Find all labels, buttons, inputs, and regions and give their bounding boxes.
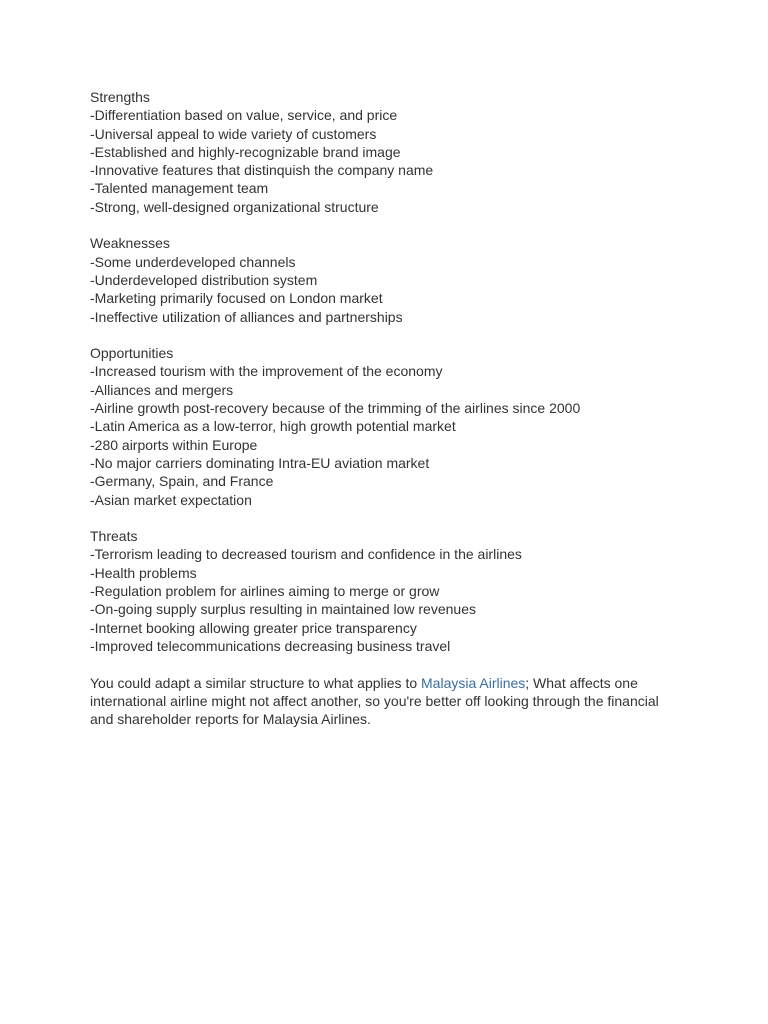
closing-line-3: and shareholder reports for Malaysia Airlines. [90,711,371,728]
list-item: -Health problems [90,564,197,581]
list-item: -Alliances and mergers [90,381,234,398]
list-item: -Increased tourism with the improvement of the economy [90,363,443,380]
list-item: -Differentiation based on value, service, and price [90,107,398,124]
weaknesses-section [90,234,690,325]
list-item: -Established and highly-recognizable brand image [90,143,401,160]
list-item: -Universal appeal to wide variety of customers [90,125,377,142]
list-item: -Strong, well-designed organizational structure [90,198,379,215]
list-item: -Internet booking allowing greater price transparency [90,619,417,636]
list-item: -Some underdeveloped channels [90,253,296,270]
opportunities-section [90,344,690,509]
list-item: -Innovative features that distinquish the company name [90,162,434,179]
list-item: -Ineffective utilization of alliances and partnerships [90,308,403,325]
closing-text-before: You could adapt a similar structure to what applies to [90,674,422,691]
strengths-section [90,88,690,216]
closing-text-after: ; What affects one [525,674,638,691]
list-item: -280 airports within Europe [90,436,258,453]
list-item: -Improved telecommunications decreasing business travel [90,637,451,654]
malaysia-airlines-link[interactable]: Malaysia Airlines [421,674,526,691]
list-item: -Germany, Spain, and France [90,473,274,490]
section-heading: Threats [90,528,138,545]
closing-line-1 [90,674,690,692]
list-item: -No major carriers dominating Intra-EU aviation market [90,454,430,471]
closing-paragraph [90,674,690,729]
list-item: -Talented management team [90,180,269,197]
list-item: -Asian market expectation [90,491,252,508]
list-item: -On-going supply surplus resulting in maintained low revenues [90,601,476,618]
list-item: -Underdeveloped distribution system [90,271,318,288]
closing-line-2: international airline might not affect another, so you're better off looking through the financial [90,692,659,709]
list-item: -Marketing primarily focused on London market [90,290,383,307]
document-body [90,88,690,728]
threats-section [90,527,690,655]
list-item: -Latin America as a low-terror, high growth potential market [90,418,456,435]
section-heading: Opportunities [90,345,174,362]
list-item: -Airline growth post-recovery because of the trimming of the airlines since 2000 [90,400,581,417]
list-item: -Terrorism leading to decreased tourism and confidence in the airlines [90,546,522,563]
section-heading: Weaknesses [90,235,170,252]
section-heading: Strengths [90,89,150,105]
list-item: -Regulation problem for airlines aiming to merge or grow [90,583,440,600]
